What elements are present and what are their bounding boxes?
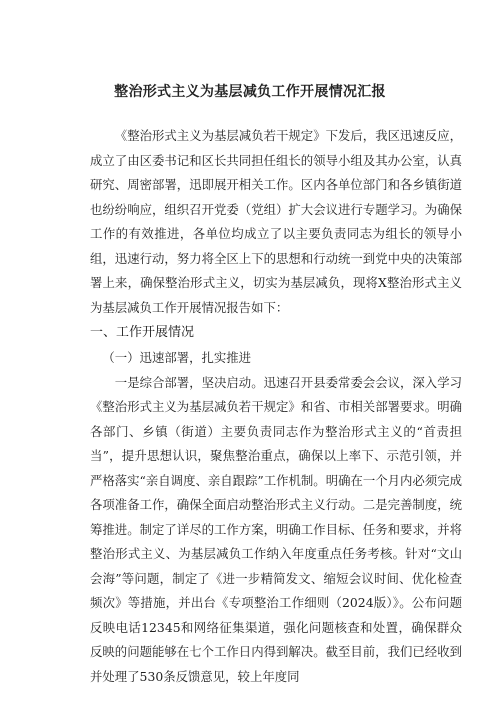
document-body bbox=[90, 124, 462, 689]
section-heading: 一、工作开展情况 bbox=[90, 325, 195, 340]
subsection-heading: （一）迅速部署，扎实推进 bbox=[102, 350, 252, 365]
document-title: 整治形式主义为基层减负工作开展情况汇报 bbox=[114, 84, 386, 100]
body-paragraph: 一是综合部署，坚决启动。迅速召开县委常委会会议，深入学习《整治形式主义为基层减负若干规定》和省、市相关部署要求。明确各部门、乡镇（街道）主要负责同志作为整治形式主义的“首责担当”，提升思想认识，聚焦整治重点，确保以上率下、示范引领，并严格落实“亲自调度、亲自跟踪”工作机制。明确在一个月内必须完成各项准备工作，确保全面启动整治形式主义行动。二是完善制度，统筹推进。制定了详尽的工作方案，明确工作目标、任务和要求，并将整治形式主义、为基层减负工作纳入年度重点任务考核。针对“文山会海”等问题，制定了《进一步精简发文、缩短会议时间、优化检查频次》等措施，并出台《专项整治工作细则（2024版）》。公布问题反映电话12345和网络征集渠道，强化问题核查和处置，确保群众反映的问题能够在七个工作日内得到解决。截至目前，我们已经收到并处理了530条反馈意见，较上年度同 bbox=[90, 374, 462, 684]
intro-paragraph: 《整治形式主义为基层减负若干规定》下发后，我区迅速反应，成立了由区委书记和区长共同担任组长的领导小组及其办公室，认真研究、周密部署，迅即展开相关工作。区内各单位部门和各乡镇街道也纷纷响应，组织召开党委（党组）扩大会议进行专题学习。为确保工作的有效推进，各单位均成立了以主要负责同志为组长的领导小组，迅速行动，努力将全区上下的思想和行动统一到党中央的决策部署上来，确保整治形式主义，切实为基层减负，现将X整治形式主义为基层减负工作开展情况报告如下： bbox=[90, 128, 462, 315]
